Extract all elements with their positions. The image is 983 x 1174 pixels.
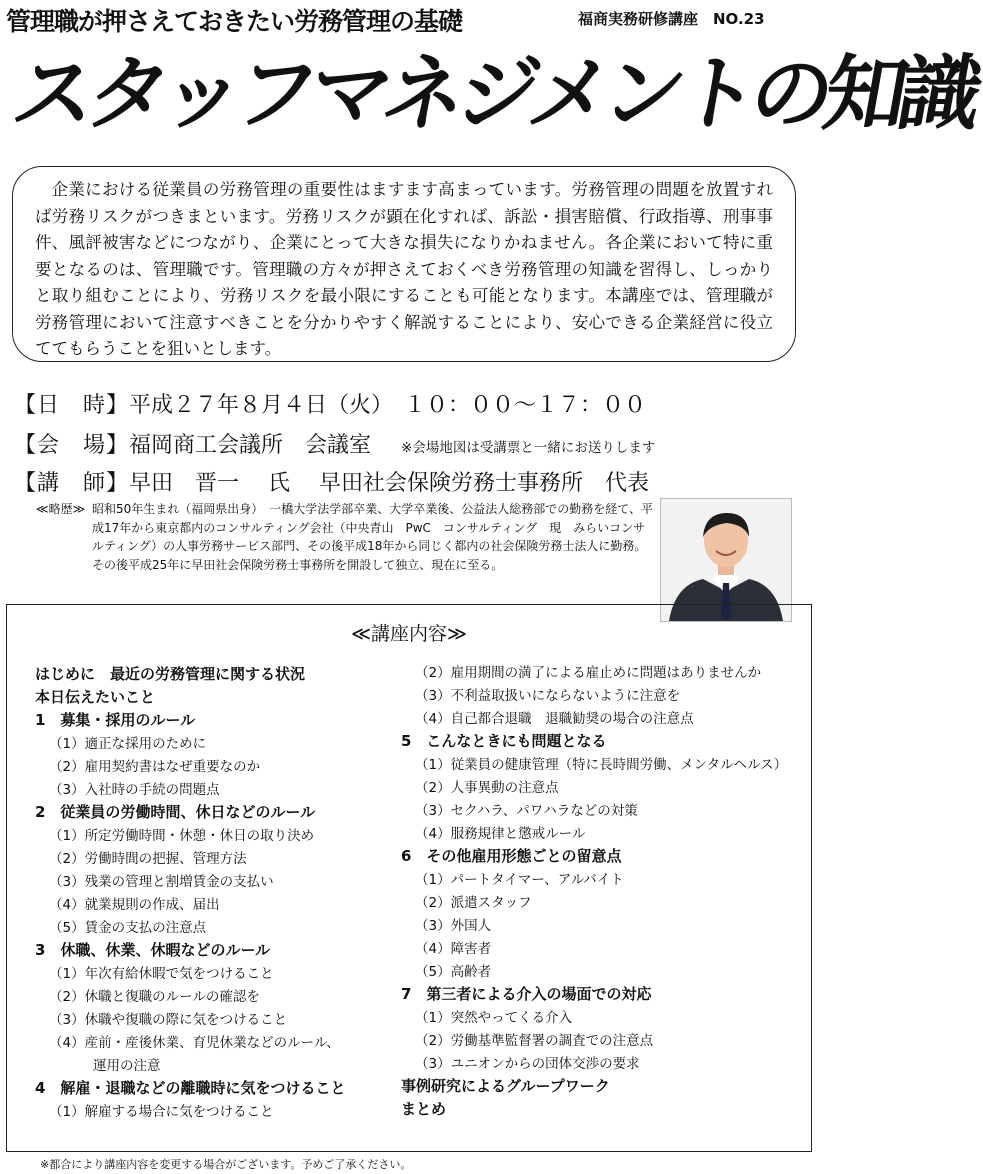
content-heading: 本日伝えたいこと [35, 688, 156, 706]
intro-box: 企業における従業員の労務管理の重要性はますます高まっています。労務管理の問題を放置すれば労務リスクがつきまといます。労務リスクが顕在化すれば、訴訟・損害賠償、行政指導、刑事事件、風評被害などにつながり、企業にとって大きな損失になりかねません。各企業において特に重要となるのは、管理職です。管理職の方々が押さえておくべき労務管理の知識を習得し、しっかりと取り組むことにより、労務リスクを最小限にすることも可能となります。本講座では、管理職が労務管理において注意すべきことを分かりやすく解説することにより、安心できる企業経営に役立ててもらうことを狙いとします。 [12, 166, 796, 362]
content-subitem: （2）雇用契約書はなぜ重要なのか [49, 759, 261, 775]
content-subitem: （1）所定労働時間・休憩・休日の取り決め [49, 828, 315, 844]
content-subitem: （3）入社時の手続の問題点 [49, 782, 220, 798]
content-heading: 7 第三者による介入の場面での対応 [401, 985, 652, 1003]
content-subitem: （2）派遣スタッフ [415, 895, 532, 911]
content-subitem: （2）人事異動の注意点 [415, 780, 559, 796]
content-subitem: （4）産前・産後休業、育児休業などのルール、 [49, 1035, 340, 1051]
content-subitem: （2）労働時間の把握、管理方法 [49, 851, 247, 867]
lecturer-label: 【講 師】 [14, 471, 130, 496]
content-heading: 事例研究によるグループワーク [401, 1077, 610, 1095]
venue-value: 福岡商工会議所 会議室 [129, 433, 372, 458]
content-subitem: （4）障害者 [415, 941, 492, 957]
bio-label: ≪略歴≫ [36, 502, 86, 516]
content-subitem: （1）解雇する場合に気をつけること [49, 1104, 274, 1120]
course-content-box [6, 604, 812, 1152]
content-title: ≪講座内容≫ [351, 623, 467, 645]
content-heading: はじめに 最近の労務管理に関する状況 [35, 665, 306, 683]
content-heading: 2 従業員の労働時間、休日などのルール [35, 803, 316, 821]
datetime-row [14, 388, 646, 419]
content-heading: 5 こんなときにも問題となる [401, 732, 607, 750]
content-subitem: （3）セクハラ、パワハラなどの対策 [415, 803, 638, 819]
portrait-image [661, 499, 791, 621]
venue-label: 【会 場】 [14, 433, 130, 458]
content-subitem: （4）自己都合退職 退職勧奨の場合の注意点 [415, 711, 694, 727]
content-subitem: （3）外国人 [415, 918, 492, 934]
content-subitem: （3）不利益取扱いにならないように注意を [415, 688, 681, 704]
content-subitem: （1）年次有給休暇で気をつけること [49, 966, 274, 982]
content-subitem: （1）突然やってくる介入 [415, 1010, 573, 1026]
content-subitem: （3）休職や復職の際に気をつけること [49, 1012, 288, 1028]
venue-note: ※会場地図は受講票と一緒にお送りします [401, 440, 656, 456]
lecturer-value: 早田 晋一 氏 早田社会保険労務士事務所 代表 [129, 471, 650, 496]
content-subitem: （1）適正な採用のために [49, 736, 207, 752]
content-subitem: （3）残業の管理と割増賃金の支払い [49, 874, 274, 890]
content-heading: 4 解雇・退職などの離職時に気をつけること [35, 1079, 346, 1097]
content-subitem: （1）パートタイマー、アルバイト [415, 872, 624, 888]
lecturer-bio [36, 500, 656, 574]
content-subitem: （2）労働基準監督署の調査での注意点 [415, 1033, 654, 1049]
footnote: ※都合により講座内容を変更する場合がございます。予めご了承ください。 [40, 1158, 412, 1171]
content-subitem: （4）就業規則の作成、届出 [49, 897, 220, 913]
series-label: 福商実務研修講座 NO.23 [578, 10, 765, 28]
content-subitem: （5）賃金の支払の注意点 [49, 920, 207, 936]
subtitle: 管理職が押さえておきたい労務管理の基礎 [6, 7, 463, 36]
datetime-label: 【日 時】 [14, 393, 130, 418]
content-subitem: （2）休職と復職のルールの確認を [49, 989, 260, 1005]
content-subitem: （1）従業員の健康管理（特に長時間労働、メンタルヘルス） [415, 757, 788, 773]
page-title: スタッフマネジメントの知識 [5, 47, 982, 142]
venue-row [14, 428, 655, 459]
bio-text: 昭和50年生まれ（福岡県出身） 一橋大学法学部卒業、大学卒業後、公益法人総務部での勤務を経て、平成17年から東京都内のコンサルティング会社（中央青山 PwC コンサルティング 現 みらいコンサルティング）の人事労務サービス部門、その後平成18年から同じく都内の社会保険労務士法人に勤務。その後平成25年に早田社会保険労務士事務所を開設して独立、現在に至る。 [92, 502, 654, 572]
content-subitem: （5）高齢者 [415, 964, 492, 980]
lecturer-row [14, 466, 649, 497]
content-subitem: （4）服務規律と懲戒ルール [415, 826, 586, 842]
content-heading: 1 募集・採用のルール [35, 711, 196, 729]
content-subitem: （3）ユニオンからの団体交渉の要求 [415, 1056, 640, 1072]
content-subitem: （2）雇用期間の満了による雇止めに問題はありませんか [415, 665, 762, 681]
content-heading: まとめ [401, 1100, 447, 1118]
content-heading: 3 休職、休業、休暇などのルール [35, 941, 271, 959]
content-heading: 6 その他雇用形態ごとの留意点 [401, 847, 622, 865]
datetime-value: 平成２７年８月４日（火） １０：００～１７：００ [129, 393, 647, 418]
content-subitem: 運用の注意 [93, 1058, 161, 1074]
